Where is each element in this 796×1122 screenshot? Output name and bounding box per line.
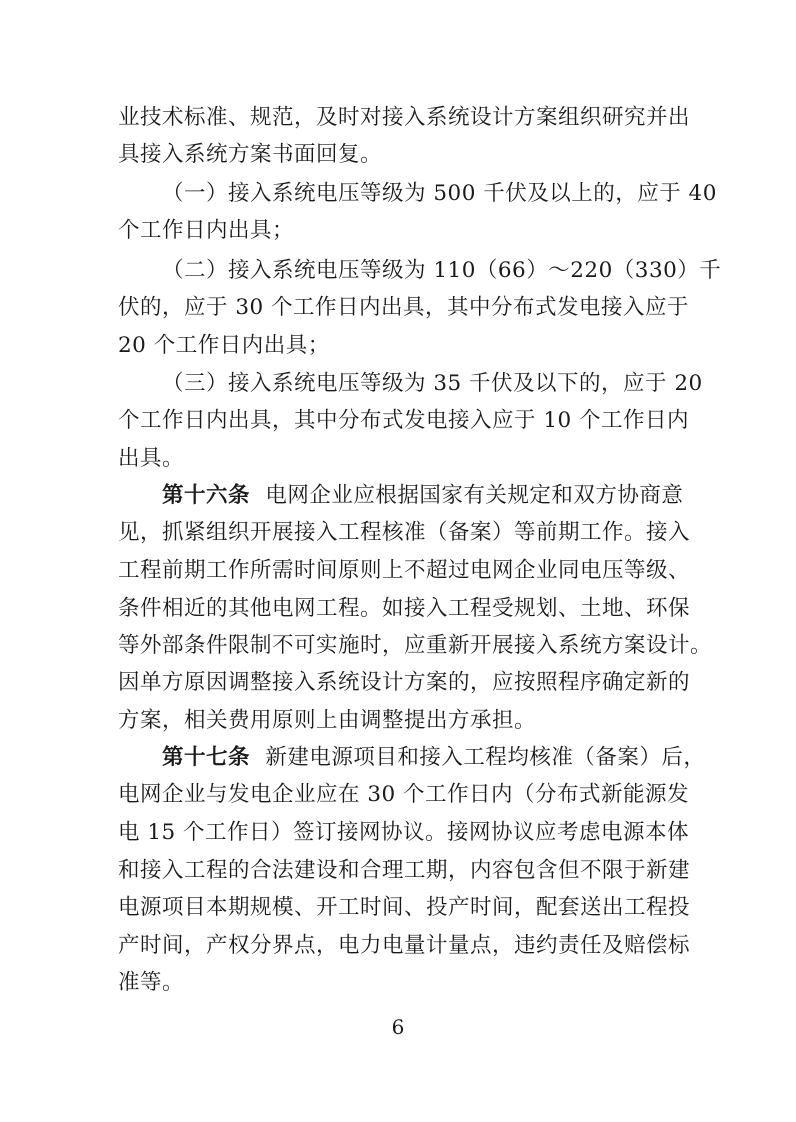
text-line: 电网企业与发电企业应在 30 个工作日内（分布式新能源发 bbox=[118, 782, 690, 807]
list-item-3-line: （三）接入系统电压等级为 35 千伏及以下的，应于 20 bbox=[162, 371, 703, 396]
article-17-first-line bbox=[162, 743, 706, 773]
text-line: 出具。 bbox=[118, 446, 185, 471]
text-line: 见，抓紧组织开展接入工程核准（备案）等前期工作。接入 bbox=[118, 520, 691, 545]
text-line: 20 个工作日内出具； bbox=[118, 333, 330, 358]
text-line: 等外部条件限制不可实施时，应重新开展接入系统方案设计。 bbox=[118, 633, 713, 658]
text-line: 和接入工程的合法建设和合理工期，内容包含但不限于新建 bbox=[118, 858, 691, 883]
text-line: 产时间，产权分界点，电力电量计量点，违约责任及赔偿标 bbox=[118, 933, 691, 958]
article-16-text: 电网企业应根据国家有关规定和双方协商意 bbox=[265, 483, 684, 508]
list-item-1-line: （一）接入系统电压等级为 500 千伏及以上的，应于 40 bbox=[162, 181, 717, 206]
article-17-text: 新建电源项目和接入工程均核准（备案）后， bbox=[265, 745, 706, 770]
text-line: 个工作日内出具； bbox=[118, 218, 295, 243]
page-number: 6 bbox=[391, 1015, 405, 1039]
text-line: 准等。 bbox=[118, 970, 185, 995]
list-item-2-line: （二）接入系统电压等级为 110（66）～220（330）千 bbox=[162, 258, 722, 283]
text-line: 个工作日内出具，其中分布式发电接入应于 10 个工作日内 bbox=[118, 408, 690, 433]
text-line: 具接入系统方案书面回复。 bbox=[118, 142, 383, 167]
text-line: 工程前期工作所需时间原则上不超过电网企业同电压等级、 bbox=[118, 558, 691, 583]
text-line: 条件相近的其他电网工程。如接入工程受规划、土地、环保 bbox=[118, 596, 691, 621]
text-line: 电源项目本期规模、开工时间、投产时间，配套送出工程投 bbox=[118, 895, 691, 920]
text-line: 因单方原因调整接入系统设计方案的，应按照程序确定新的 bbox=[118, 670, 691, 695]
article-17-heading: 第十七条 bbox=[162, 745, 251, 770]
text-line: 伏的，应于 30 个工作日内出具，其中分布式发电接入应于 bbox=[118, 295, 690, 320]
text-line: 方案，相关费用原则上由调整提出方承担。 bbox=[118, 708, 537, 733]
article-16-first-line bbox=[162, 481, 684, 511]
article-16-heading: 第十六条 bbox=[162, 483, 251, 508]
text-line: 业技术标准、规范，及时对接入系统设计方案组织研究并出 bbox=[118, 105, 691, 130]
text-line: 电 15 个工作日）签订接网协议。接网协议应考虑电源本体 bbox=[118, 820, 690, 845]
